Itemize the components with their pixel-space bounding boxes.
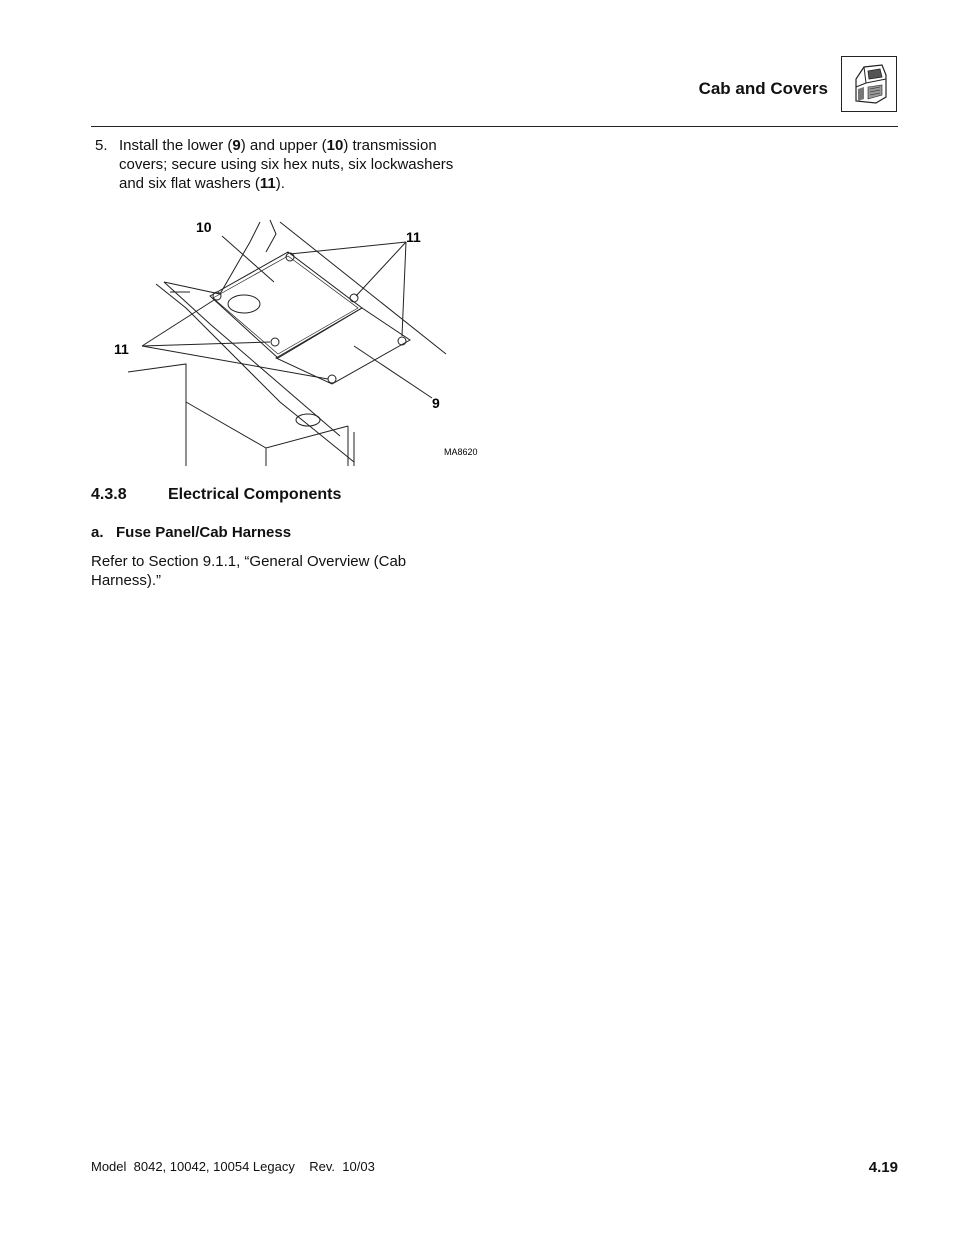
section-heading-title: Electrical Components: [168, 486, 342, 503]
body-paragraph: Refer to Section 9.1.1, “General Overview (Cab Harness).”: [91, 553, 407, 589]
section-number: 4.3.8: [91, 486, 127, 503]
step-text: [119, 136, 479, 193]
step-number: 5.: [95, 137, 108, 154]
step-text-part: ) and upper (: [240, 137, 327, 154]
step-text-part: 9: [232, 137, 241, 154]
subsection-heading: a. Fuse Panel/Cab Harness: [91, 524, 292, 541]
step-text-part: ).: [275, 175, 285, 192]
cab-icon: [841, 56, 897, 112]
page-number: 4.19: [868, 1159, 898, 1176]
step-text-part: ) transmission covers; secure using six hex nuts, six lockwashers and six flat washers (: [119, 137, 454, 192]
step-text-part: 10: [326, 137, 344, 154]
callout-label: 10: [196, 219, 212, 235]
callout-label: 11: [406, 229, 421, 245]
header-divider: [91, 126, 898, 127]
figure-id: MA8620: [444, 447, 478, 457]
transmission-cover-illustration: [110, 212, 490, 470]
step-text-part: 11: [259, 175, 276, 192]
footer-model-info: Model 8042, 10042, 10054 Legacy Rev. 10/03: [91, 1159, 375, 1174]
section-title: Cab and Covers: [698, 79, 828, 98]
callout-label: 11: [114, 341, 129, 357]
step-text-part: Install the lower (: [119, 137, 233, 154]
callout-label: 9: [432, 395, 440, 411]
